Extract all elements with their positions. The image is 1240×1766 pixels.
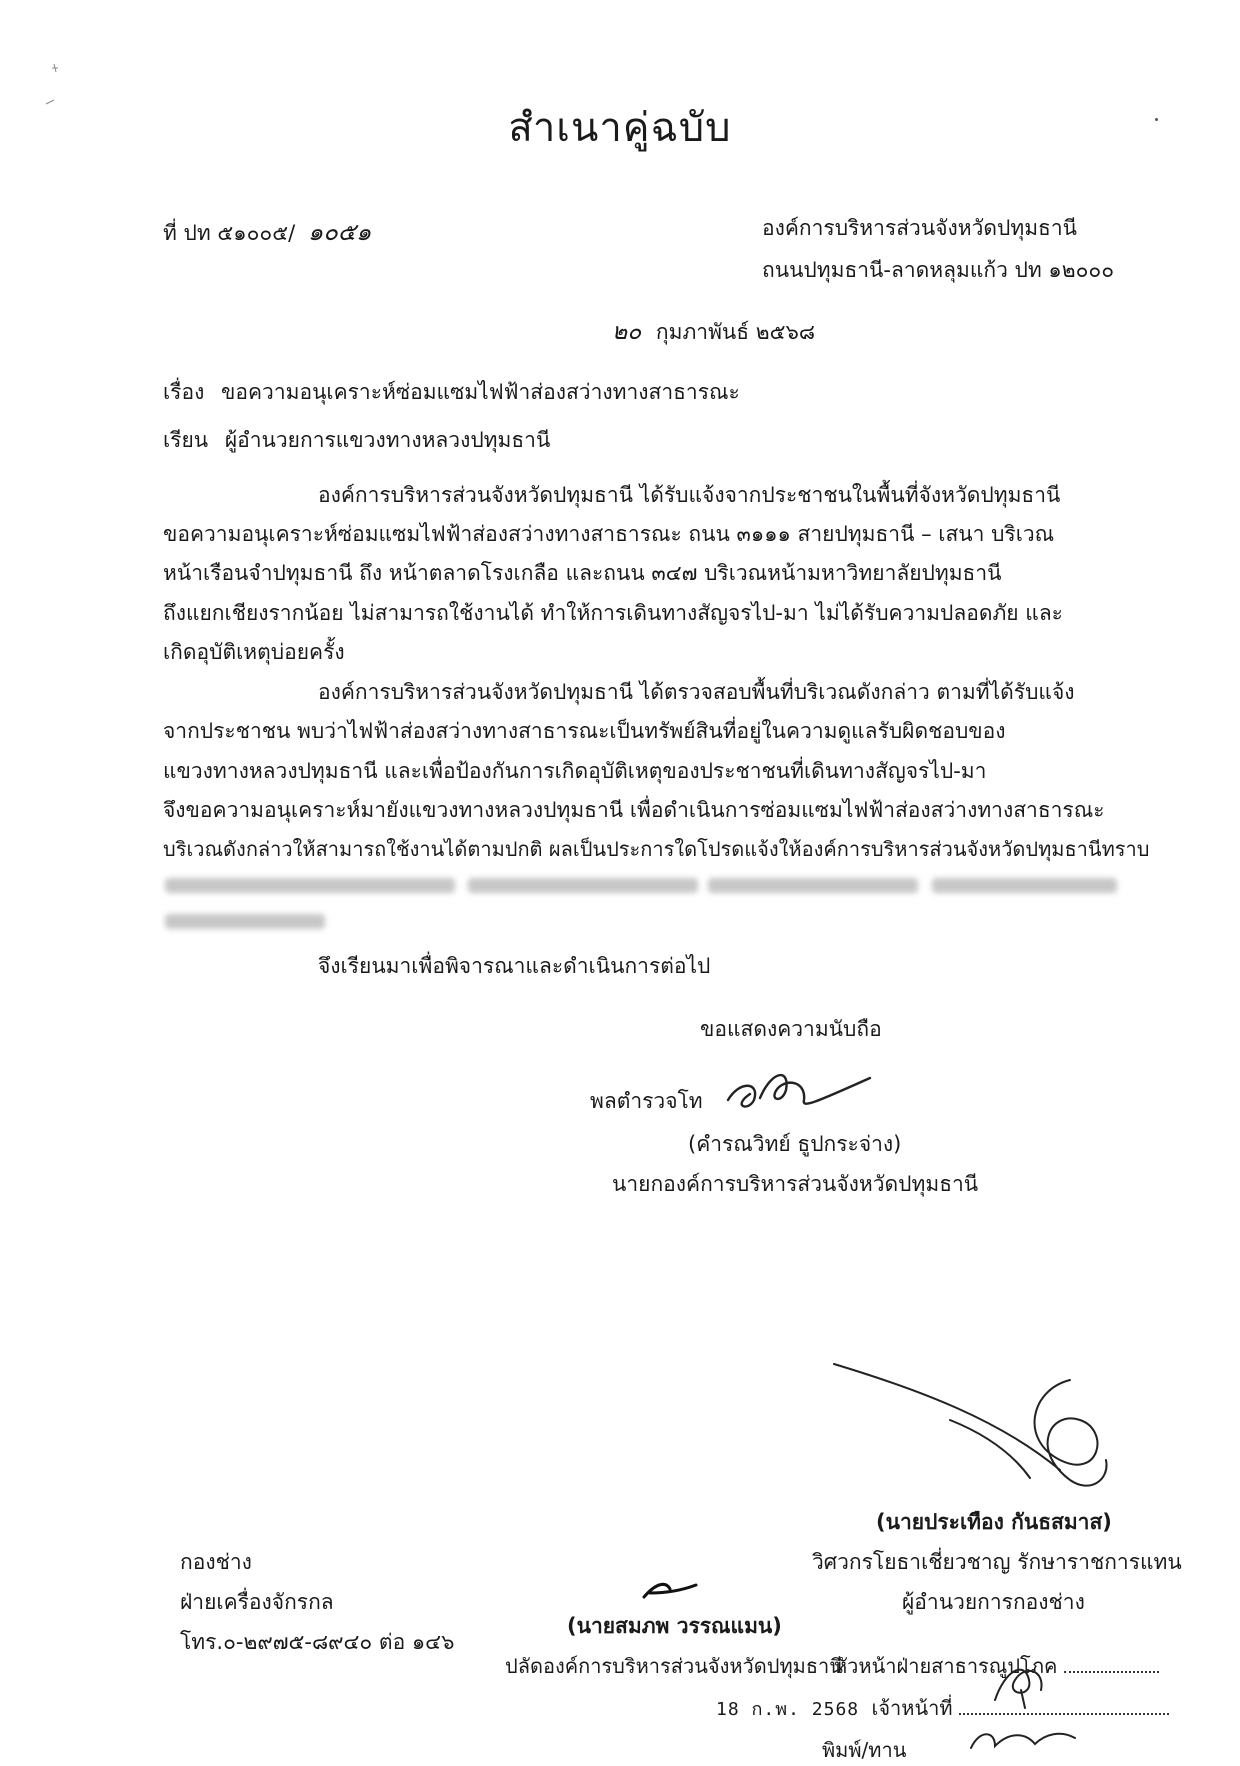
paragraph-1-line: ขอความอนุเคราะห์ซ่อมแซมไฟฟ้าส่องสว่างทางสาธารณะ ถนน ๓๑๑๑ สายปทุมธานี – เสนา บริเวณ xyxy=(163,522,1055,546)
sender-org: องค์การบริหารส่วนจังหวัดปทุมธานี xyxy=(762,216,1077,240)
recipient-label: เรียน xyxy=(163,428,209,452)
department-division: กองช่าง xyxy=(180,1550,252,1574)
signatory-position: นายกองค์การบริหารส่วนจังหวัดปทุมธานี xyxy=(612,1172,979,1196)
redacted-block xyxy=(468,878,698,893)
routing-head-blank xyxy=(1064,1671,1159,1673)
date-month-year: กุมภาพันธ์ ๒๕๖๘ xyxy=(655,320,816,344)
sender-address: ถนนปทุมธานี-ลาดหลุมแก้ว ปท ๑๒๐๐๐ xyxy=(762,258,1115,282)
stamp-date: 18 ก.พ. 2568 xyxy=(716,1699,860,1720)
signature-typist xyxy=(965,1722,1085,1754)
recipient-text: ผู้อำนวยการแขวงทางหลวงปทุมธานี xyxy=(224,428,551,452)
routing-typist-label: พิมพ์/ทาน xyxy=(822,1738,907,1762)
closing-line: จึงเรียนมาเพื่อพิจารณาและดำเนินการต่อไป xyxy=(318,954,711,978)
paragraph-1-line: ถึงแยกเชียงรากน้อย ไม่สามารถใช้งานได้ ทำให้การเดินทางสัญจรไป-มา ไม่ได้รับความปลอดภัย และ xyxy=(163,601,1063,625)
subject-line xyxy=(163,376,740,409)
department-section: ฝ่ายเครื่องจักรกล xyxy=(180,1590,334,1614)
document-title: สำเนาคู่ฉบับ xyxy=(508,105,732,151)
deputy-position: ปลัดองค์การบริหารส่วนจังหวัดปทุมธานี xyxy=(505,1654,843,1678)
paragraph-2-line: จากประชาชน พบว่าไฟฟ้าส่องสว่างทางสาธารณะเป็นทรัพย์สินที่อยู่ในความดูแลรับผิดชอบของ xyxy=(163,719,1006,743)
reference-prefix: ที่ ปท ๕๑๐๐๕/ xyxy=(163,221,296,245)
redacted-block xyxy=(932,878,1117,893)
recipient-line xyxy=(163,424,550,457)
paragraph-1-line: เกิดอุบัติเหตุบ่อยครั้ง xyxy=(163,640,345,664)
subject-text: ขอความอนุเคราะห์ซ่อมแซมไฟฟ้าส่องสว่างทางสาธารณะ xyxy=(221,380,740,404)
routing-head-label: หัวหน้าฝ่ายสาธารณูปโภค xyxy=(834,1654,1058,1678)
engineer-position-line2: ผู้อำนวยการกองช่าง xyxy=(902,1590,1085,1614)
department-phone: โทร.๐-๒๙๗๕-๘๙๔๐ ต่อ ๑๔๖ xyxy=(180,1630,455,1654)
deputy-name: (นายสมภพ วรรณแมน) xyxy=(567,1614,782,1638)
signature-engineer xyxy=(830,1360,1120,1505)
routing-officer xyxy=(716,1692,1169,1724)
subject-label: เรื่อง xyxy=(163,380,205,404)
routing-officer-blank xyxy=(959,1713,1169,1715)
regards: ขอแสดงความนับถือ xyxy=(700,1017,882,1041)
signatory-rank: พลตำรวจโท xyxy=(590,1089,703,1113)
document-date xyxy=(612,314,815,350)
redacted-block xyxy=(165,914,325,929)
date-day-handwritten: ๒๐ xyxy=(612,319,642,345)
paragraph-1-line: หน้าเรือนจำปทุมธานี ถึง หน้าตลาดโรงเกลือ และถนน ๓๔๗ บริเวณหน้ามหาวิทยาลัยปทุมธานี xyxy=(163,561,1002,585)
paragraph-2-line: จึงขอความอนุเคราะห์มายังแขวงทางหลวงปทุมธานี เพื่อดำเนินการซ่อมแซมไฟฟ้าส่องสว่างทางสาธารณะ xyxy=(163,798,1105,822)
reference-number-handwritten: ๑๐๕๑ xyxy=(307,218,372,246)
engineer-position-line1: วิศวกรโยธาเชี่ยวชาญ รักษาราชการแทน xyxy=(812,1550,1182,1574)
signature-mayor xyxy=(720,1060,880,1120)
reference-number xyxy=(163,212,371,251)
signatory-name: (คำรณวิทย์ ธูปกระจ่าง) xyxy=(688,1132,902,1156)
paragraph-2-line: บริเวณดังกล่าวให้สามารถใช้งานได้ตามปกติ ผลเป็นประการใดโปรดแจ้งให้องค์การบริหารส่วนจังหวัดปทุมธานีทราบ xyxy=(163,837,1150,861)
paragraph-1-line: องค์การบริหารส่วนจังหวัดปทุมธานี ได้รับแจ้งจากประชาชนในพื้นที่จังหวัดปทุมธานี xyxy=(318,483,1061,507)
signature-officer xyxy=(985,1650,1065,1710)
initials-deputy xyxy=(640,1575,700,1605)
paragraph-2-line: แขวงทางหลวงปทุมธานี และเพื่อป้องกันการเกิดอุบัติเหตุของประชาชนที่เดินทางสัญจรไป-มา xyxy=(163,759,987,783)
redacted-block xyxy=(165,878,455,893)
paragraph-2-line: องค์การบริหารส่วนจังหวัดปทุมธานี ได้ตรวจสอบพื้นที่บริเวณดังกล่าว ตามที่ได้รับแจ้ง xyxy=(318,680,1075,704)
engineer-name: (นายประเทือง กันธสมาส) xyxy=(876,1510,1112,1534)
redacted-block xyxy=(708,878,918,893)
routing-officer-label: เจ้าหน้าที่ xyxy=(871,1696,953,1720)
